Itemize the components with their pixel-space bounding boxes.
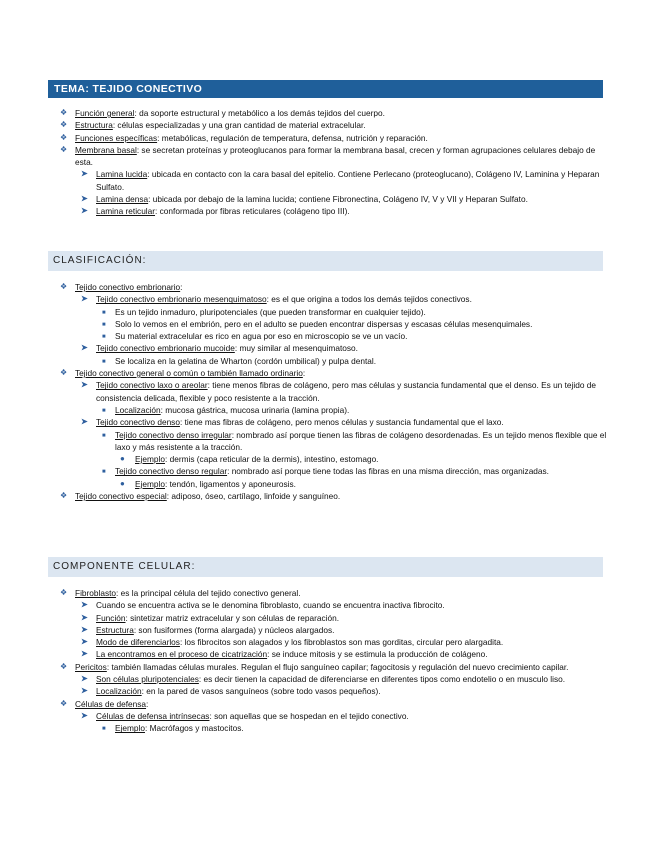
dot-bullet-icon: ● [120, 478, 125, 488]
list-item: ❖ Tejido conectivo especial: adiposo, óseo, cartílago, linfoide y sanguíneo. [60, 491, 341, 502]
square-bullet-icon: ■ [102, 469, 106, 476]
square-bullet-icon: ■ [102, 407, 106, 414]
list-item: ➤ Lamina lucida: ubicada en contacto con la cara basal del epitelio. Contiene Perlecano (proteoglucano), Colágeno IV, Laminina y Heparan Sulfato. [81, 169, 600, 192]
list-item: ➤ Células de defensa intrínsecas: son aquellas que se hospedan en el tejido conectivo. [81, 710, 409, 721]
list-item: ■ Su material extracelular es rico en agua por eso en microscopio se ve un vacío. [48, 330, 608, 342]
list-item: ■ Ejemplo: Macrófagos y mastocitos. [48, 722, 608, 734]
arrow-bullet-icon: ➤ [81, 380, 88, 390]
list-item: ❖ Pericitos: también llamadas células murales. Regulan el flujo sanguíneo capilar; fagocitosis y regulación del nuevo crecimiento capilar. [60, 661, 569, 672]
list-item: ➤ Lamina densa: ubicada por debajo de la lamina lucida; contiene Fibronectina, Colágeno IV, V y VII y Heparan Sulfato. [81, 194, 528, 205]
list-item: ❖ Membrana basal: se secretan proteínas y proteoglucanos para formar la membrana basal, crecen y forman agrupaciones celulares debajo de esta. [60, 144, 596, 168]
list-item: ❖ Tejido conectivo embrionario: [60, 282, 183, 292]
list-item: ■ Localización: mucosa gástrica, mucosa urinaria (lamina propia). [48, 404, 608, 416]
square-bullet-icon: ■ [102, 358, 106, 365]
diamond-bullet-icon: ❖ [60, 661, 68, 671]
arrow-bullet-icon: ➤ [81, 649, 88, 659]
arrow-bullet-icon: ➤ [81, 294, 88, 304]
square-bullet-icon: ■ [102, 334, 106, 341]
diamond-bullet-icon: ❖ [60, 282, 68, 291]
list-item: ➤ Tejido conectivo denso: tiene mas fibras de colágeno, pero menos células y sustancia fundamental que el laxo. [81, 417, 504, 428]
componente-list [48, 587, 608, 735]
list-item: ■ Tejido conectivo denso regular: nombrado así porque tiene todas las fibras en una misma dirección, mas organizadas. [48, 465, 608, 477]
arrow-bullet-icon: ➤ [81, 710, 88, 720]
diamond-bullet-icon: ❖ [60, 491, 68, 501]
diamond-bullet-icon: ❖ [60, 368, 68, 378]
list-item: ➤ Modo de diferenciarlos: los fibrocitos son alagados y los fibroblastos son mas gorditas, circular pero alargadita. [81, 637, 504, 648]
arrow-bullet-icon: ➤ [81, 600, 88, 610]
diamond-bullet-icon: ❖ [60, 588, 68, 597]
arrow-bullet-icon: ➤ [81, 194, 88, 204]
list-item: ➤ Localización: en la pared de vasos sanguíneos (sobre todo vasos pequeños). [81, 686, 381, 697]
list-item: ■ Solo lo vemos en el embrión, pero en el adulto se pueden encontrar dispersas y escasas células mesenquimales. [48, 318, 608, 330]
list-item: ➤ Tejido conectivo embrionario mesenquimatoso: es el que origina a todos los demás tejidos conectivos. [81, 294, 472, 305]
arrow-bullet-icon: ➤ [81, 686, 88, 696]
arrow-bullet-icon: ➤ [81, 169, 88, 179]
intro-list [48, 107, 608, 218]
page-title: TEMA: TEJIDO CONECTIVO [48, 80, 603, 98]
list-item: ● Ejemplo: dermis (capa reticular de la dermis), intestino, estomago. [120, 454, 379, 465]
dot-bullet-icon: ● [120, 454, 125, 464]
list-item: ■ Tejido conectivo denso irregular: nombrado así porque tienen las fibras de colágeno desordenadas. Es un tejido menos flexible que el laxo y más resistente a la tracción. [102, 429, 607, 452]
list-item: ❖ Función general: da soporte estructural y metabólico a los demás tejidos del cuerpo. [60, 108, 385, 118]
arrow-bullet-icon: ➤ [81, 417, 88, 427]
list-item: ❖ Tejido conectivo general o común o también llamado ordinario: [60, 368, 306, 379]
list-item: ➤ Son células pluripotenciales: es decir tienen la capacidad de diferenciarse en diferentes tipos como endotelio o en musculo liso. [81, 674, 566, 685]
section-heading-componente-celular: COMPONENTE CELULAR: [48, 557, 603, 577]
arrow-bullet-icon: ➤ [81, 637, 88, 647]
list-item: ❖ Fibroblasto: es la principal célula del tejido conectivo general. [60, 588, 301, 598]
diamond-bullet-icon: ❖ [60, 144, 68, 154]
list-item: ➤ Tejido conectivo laxo o areolar: tiene menos fibras de colágeno, pero mas células y sustancia fundamental que el denso. Es un tejido de consistencia delicada, flexible y poco resistente a la tracción. [81, 380, 596, 403]
list-item: ■ Se localiza en la gelatina de Wharton (cordón umbilical) y pulpa dental. [48, 355, 608, 367]
square-bullet-icon: ■ [102, 432, 106, 439]
list-item: ➤ Lamina reticular: conformada por fibras reticulares (colágeno tipo III). [81, 206, 350, 217]
diamond-bullet-icon: ❖ [60, 120, 68, 130]
diamond-bullet-icon: ❖ [60, 698, 68, 708]
clasificacion-list [48, 281, 608, 502]
arrow-bullet-icon: ➤ [81, 674, 88, 684]
list-item: ➤ La encontramos en el proceso de cicatrización: se induce mitosis y se estimula la producción de colágeno. [81, 649, 488, 660]
list-item: ➤ Tejido conectivo embrionario mucoide: muy similar al mesenquimatoso. [81, 343, 358, 354]
square-bullet-icon: ■ [102, 726, 106, 733]
list-item: ➤ Función: sintetizar matriz extracelular y son células de reparación. [81, 612, 340, 623]
list-item: ❖ Estructura: células especializadas y una gran cantidad de material extracelular. [60, 120, 366, 131]
arrow-bullet-icon: ➤ [81, 612, 88, 622]
square-bullet-icon: ■ [102, 309, 106, 316]
list-item: ❖ Funciones específicas: metabólicas, regulación de temperatura, defensa, nutrición y reparación. [60, 132, 428, 143]
list-item: ➤ Estructura: son fusiformes (forma alargada) y núcleos alargados. [81, 624, 335, 635]
section-heading-clasificacion: CLASIFICACIÓN: [48, 251, 603, 271]
arrow-bullet-icon: ➤ [81, 206, 88, 216]
square-bullet-icon: ■ [102, 321, 106, 328]
list-item: ❖ Células de defensa: [60, 698, 149, 709]
diamond-bullet-icon: ❖ [60, 108, 68, 117]
diamond-bullet-icon: ❖ [60, 132, 68, 142]
list-item: ● Ejemplo: tendón, ligamentos y aponeurosis. [120, 478, 296, 489]
arrow-bullet-icon: ➤ [81, 624, 88, 634]
list-item: ■ Es un tejido inmaduro, pluripotenciales (que pueden transformar en cualquier tejido). [48, 306, 608, 318]
list-item: ➤ Cuando se encuentra activa se le denomina fibroblasto, cuando se encuentra inactiva fibrocito. [81, 600, 445, 611]
arrow-bullet-icon: ➤ [81, 343, 88, 353]
